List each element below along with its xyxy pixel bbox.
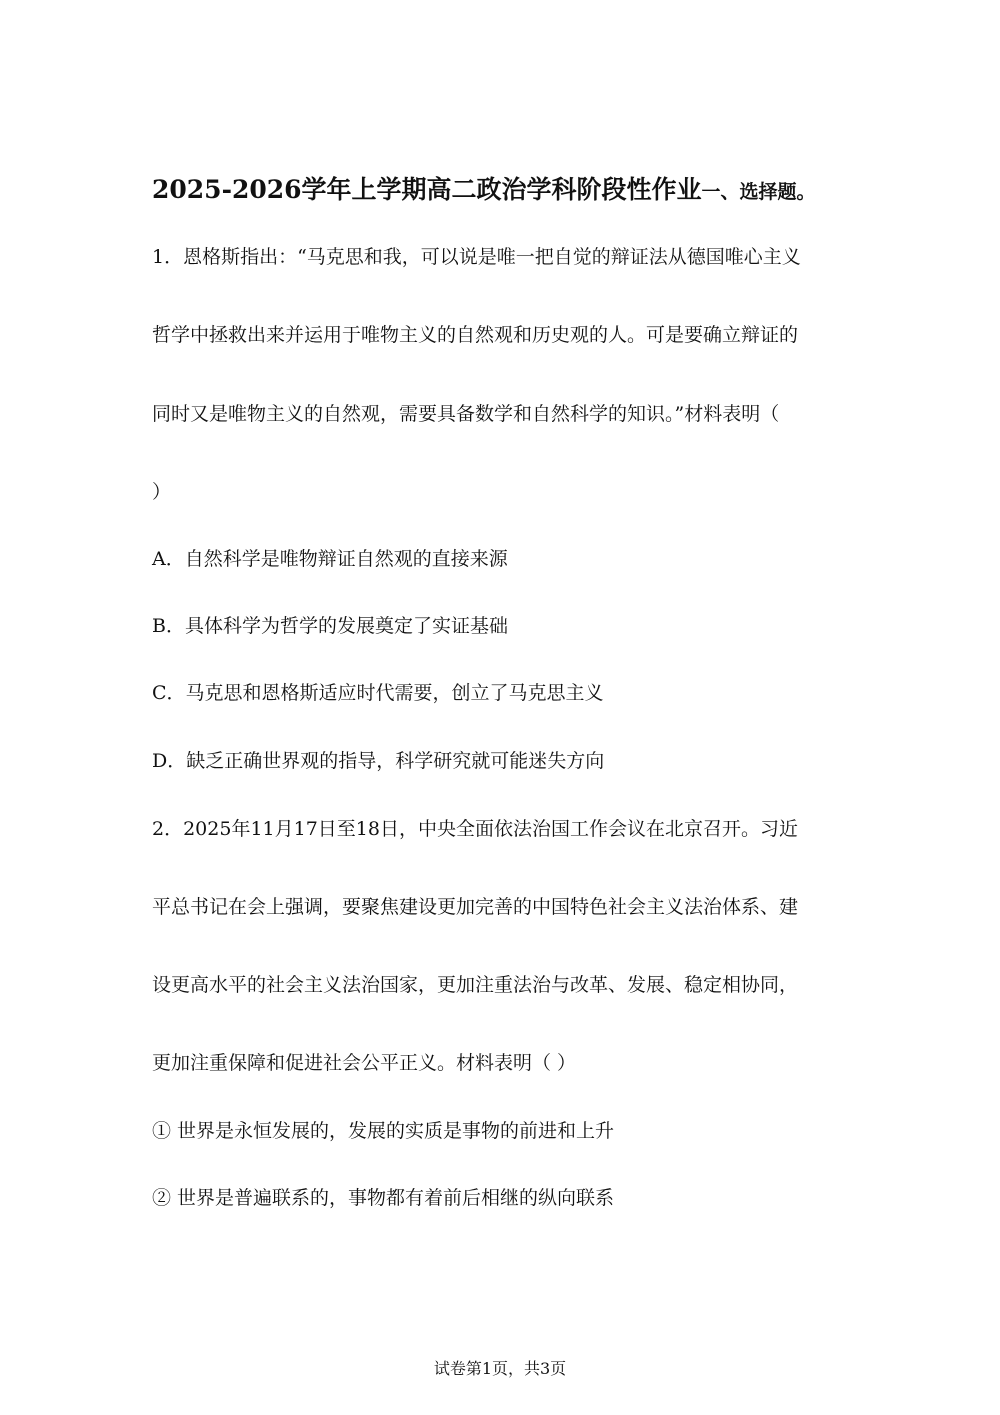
question-1-line-1: 1．恩格斯指出：“马克思和我，可以说是唯一把自觉的辩证法从德国唯心主义 — [152, 246, 801, 268]
question-1-option-c: C．马克思和恩格斯适应时代需要，创立了马克思主义 — [152, 682, 604, 704]
question-1-line-2: 哲学中拯救出来并运用于唯物主义的自然观和历史观的人。可是要确立辩证的 — [152, 324, 799, 346]
exam-title: 2025-2026学年上学期高二政治学科阶段性作业 — [152, 175, 702, 204]
question-1-option-a: A．自然科学是唯物辩证自然观的直接来源 — [152, 548, 508, 570]
question-1-line-4: ） — [152, 481, 172, 503]
question-1-option-b: B．具体科学为哲学的发展奠定了实证基础 — [152, 615, 508, 637]
question-2-statement-1: ① 世界是永恒发展的，发展的实质是事物的前进和上升 — [152, 1120, 615, 1142]
question-1-option-d: D．缺乏正确世界观的指导，科学研究就可能迷失方向 — [152, 750, 605, 772]
question-2-line-3: 设更高水平的社会主义法治国家，更加注重法治与改革、发展、稳定相协同， — [152, 974, 799, 996]
question-1-line-3: 同时又是唯物主义的自然观，需要具备数学和自然科学的知识。”材料表明（ — [152, 403, 780, 425]
question-2-statement-2: ② 世界是普遍联系的，事物都有着前后相继的纵向联系 — [152, 1187, 615, 1209]
question-2-line-4: 更加注重保障和促进社会公平正义。材料表明（ ） — [152, 1052, 577, 1074]
page-footer: 试卷第1页，共3页 — [433, 1359, 567, 1378]
page-title — [152, 170, 816, 206]
section-heading: 一、选择题。 — [701, 181, 816, 203]
question-2-line-2: 平总书记在会上强调，要聚焦建设更加完善的中国特色社会主义法治体系、建 — [152, 896, 799, 918]
question-2-line-1: 2．2025年11月17日至18日，中央全面依法治国工作会议在北京召开。习近 — [152, 818, 798, 840]
